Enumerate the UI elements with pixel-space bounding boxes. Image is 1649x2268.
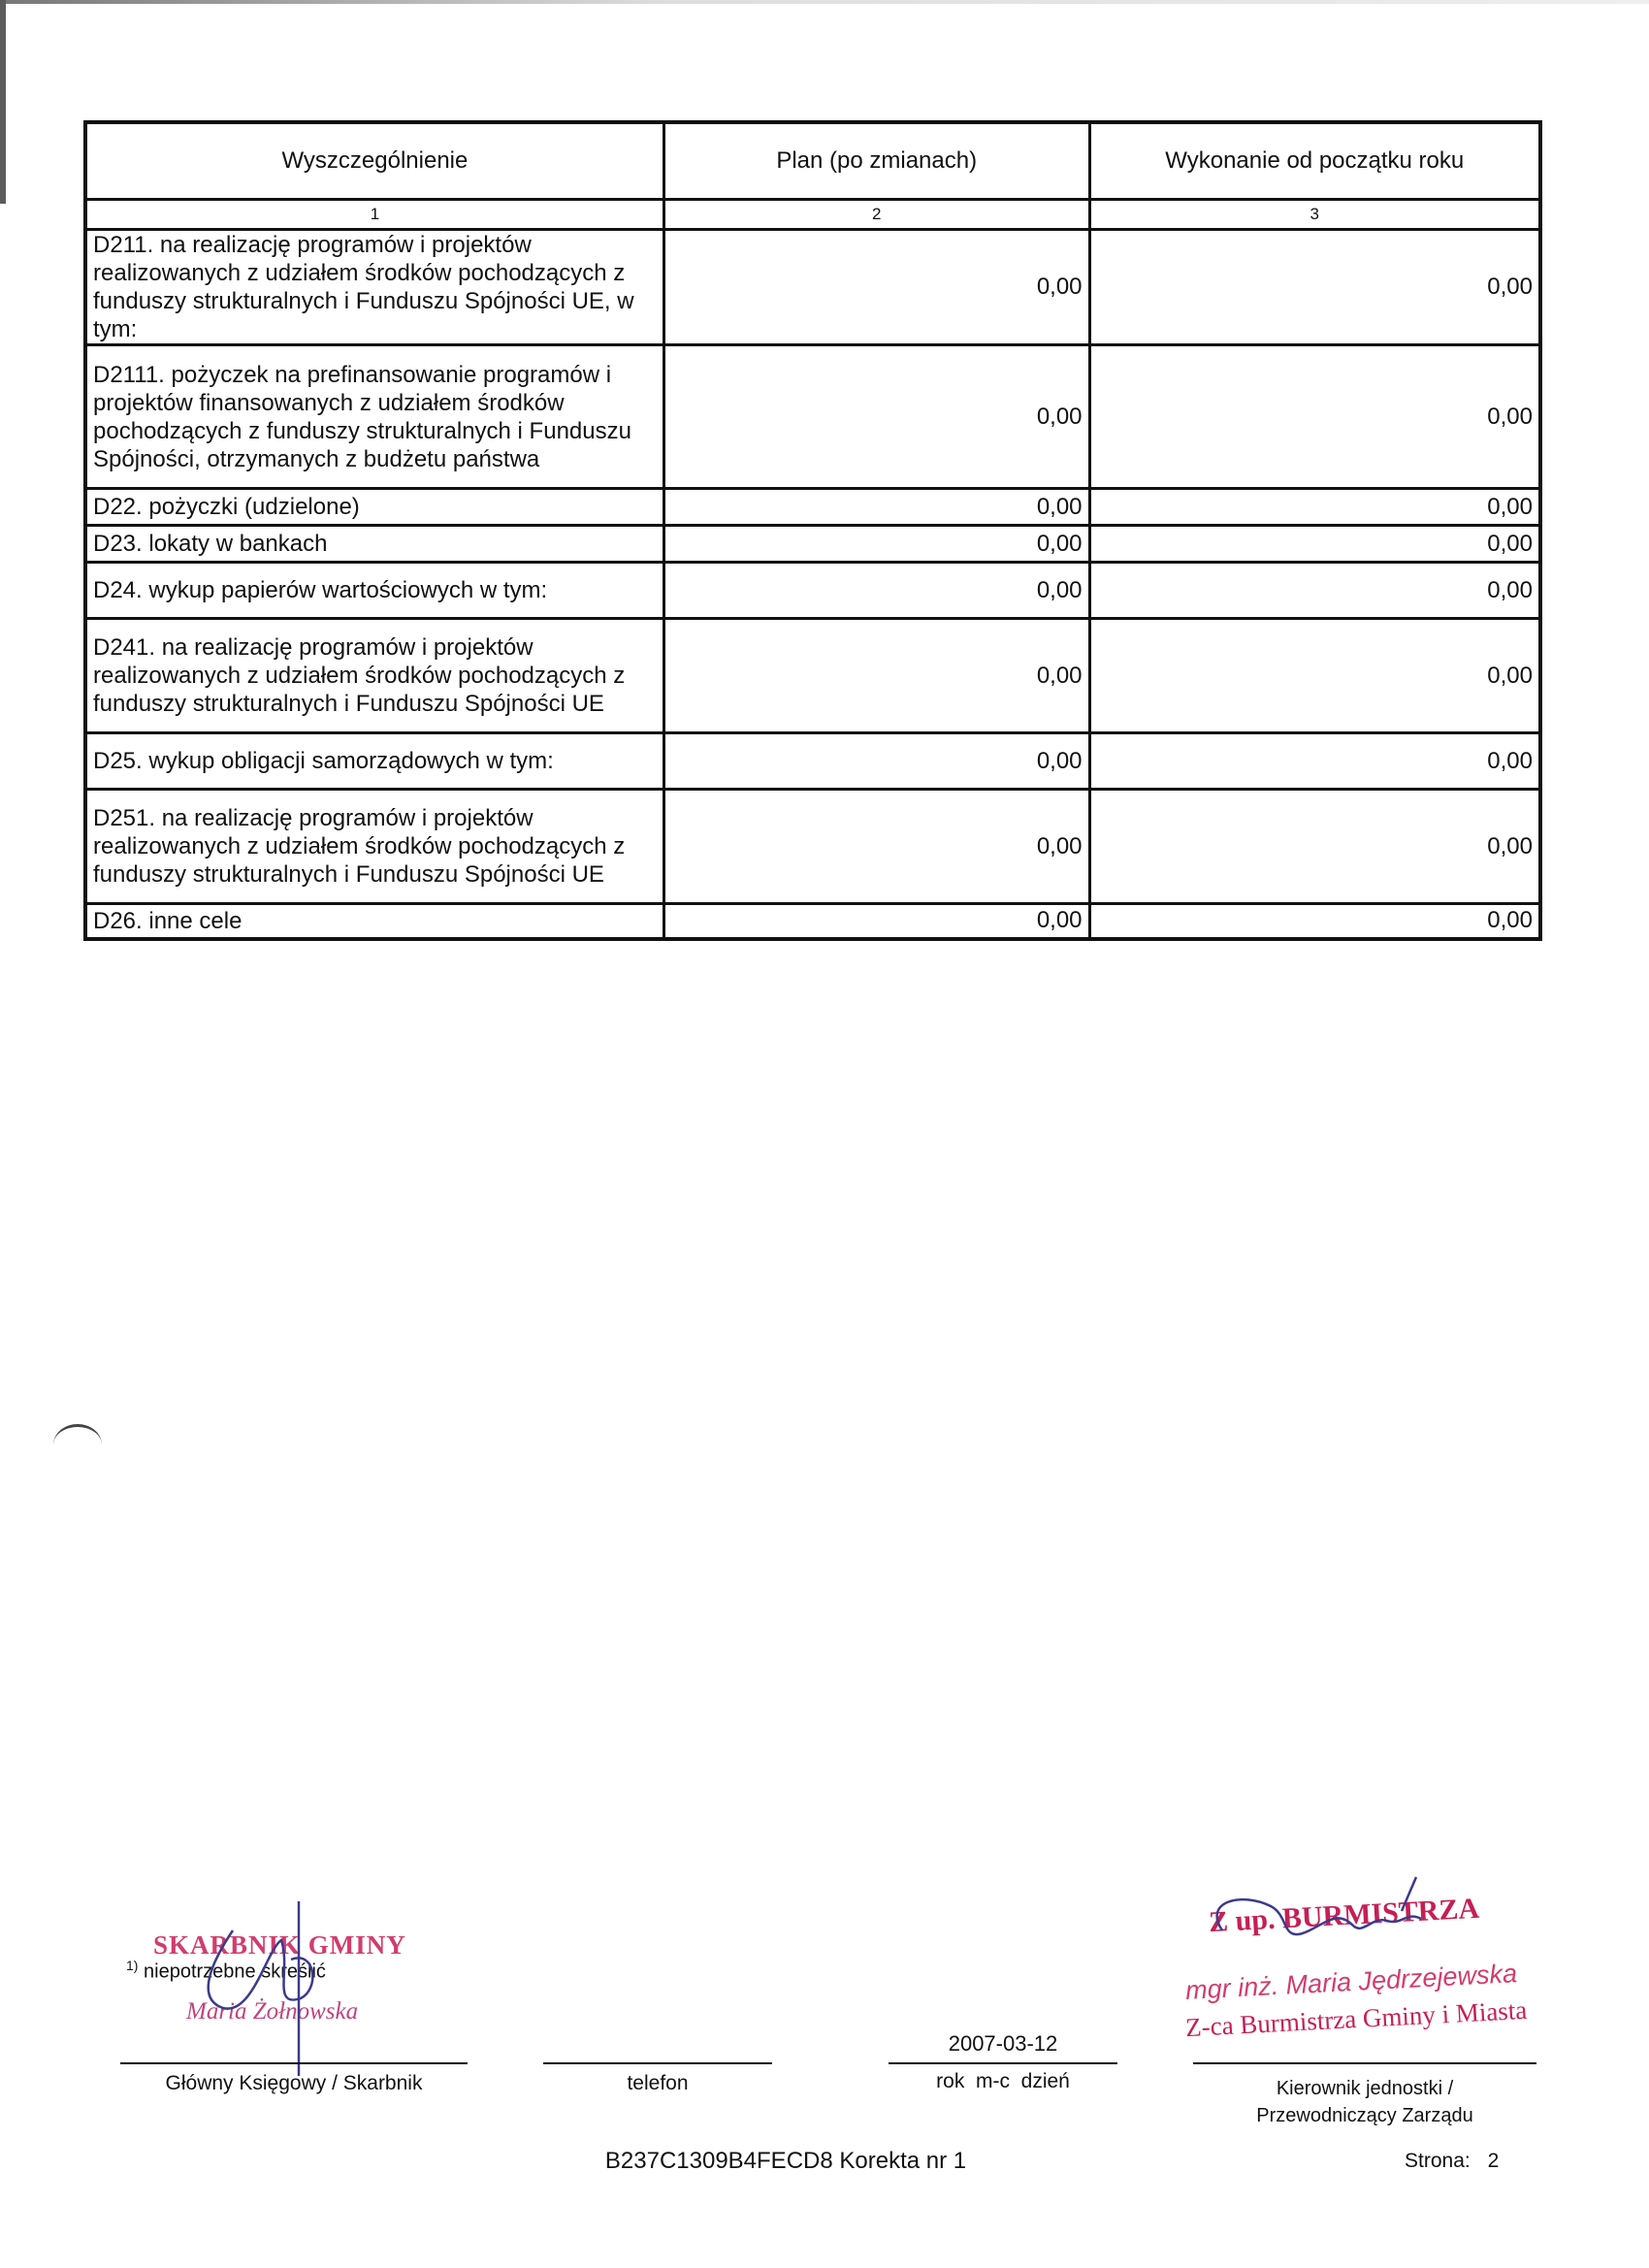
stamp-treasurer-title: SKARBNIK GMINY: [153, 1930, 406, 1960]
phone-line: [543, 2062, 772, 2064]
row-plan-value: 0,00: [663, 733, 1089, 790]
row-plan-value: 0,00: [663, 619, 1089, 733]
row-label: D22. pożyczki (udzielone): [85, 489, 663, 526]
row-plan-value: 0,00: [663, 526, 1089, 563]
head-label-line2: Przewodniczący Zarządu: [1256, 2105, 1473, 2126]
page-number: 2: [1487, 2150, 1500, 2172]
scan-top-edge: [0, 0, 1649, 4]
column-number-2: 2: [663, 200, 1089, 230]
row-execution-value: 0,00: [1089, 345, 1540, 489]
scan-left-edge: [0, 0, 6, 204]
row-plan-value: 0,00: [663, 489, 1089, 526]
row-execution-value: 0,00: [1089, 733, 1540, 790]
row-plan-value: 0,00: [663, 790, 1089, 904]
row-label: D241. na realizację programów i projektów realizowanych z udziałem środków pochodzących z funduszy strukturalnych i Funduszu Spójności UE: [85, 619, 663, 733]
table-row: [85, 733, 1540, 790]
row-plan-value: 0,00: [663, 230, 1089, 345]
row-execution-value: 0,00: [1089, 230, 1540, 345]
page-label: Strona:: [1405, 2150, 1471, 2172]
row-plan-value: 0,00: [663, 904, 1089, 939]
stamp-deputy-role: Z-ca Burmistrza Gminy i Miasta: [1184, 1994, 1528, 2043]
accountant-label: Główny Księgowy / Skarbnik: [165, 2072, 423, 2094]
head-label-line1: Kierownik jednostki /: [1276, 2078, 1454, 2099]
stamp-mayor-title: Z up. BURMISTRZA: [1208, 1892, 1480, 1939]
table-row: [85, 563, 1540, 619]
table-row: [85, 619, 1540, 733]
row-label: D211. na realizację programów i projektów realizowanych z udziałem środków pochodzących z funduszy strukturalnych i Funduszu Spójności UE, w tym:: [85, 230, 663, 345]
column-number-3: 3: [1089, 200, 1540, 230]
footnote-text: niepotrzebne skreślić: [144, 1960, 326, 1983]
treasurer-signature: [175, 1892, 349, 2086]
row-label: D23. lokaty w bankach: [85, 526, 663, 563]
row-label: D25. wykup obligacji samorządowych w tym:: [85, 733, 663, 790]
table-row: [85, 230, 1540, 345]
document-code: B237C1309B4FECD8 Korekta nr 1: [604, 2148, 967, 2174]
row-execution-value: 0,00: [1089, 526, 1540, 563]
stamp-deputy-name: mgr inż. Maria Jędrzejewska: [1184, 1959, 1518, 2005]
date-line: [889, 2062, 1117, 2064]
phone-label: telefon: [627, 2072, 689, 2094]
row-execution-value: 0,00: [1089, 790, 1540, 904]
row-execution-value: 0,00: [1089, 619, 1540, 733]
column-number-1: 1: [85, 200, 663, 230]
accountant-signature-line: [120, 2062, 468, 2064]
row-label: D2111. pożyczek na prefinansowanie programów i projektów finansowanych z udziałem środków pochodzących z funduszy strukturalnych i Funduszu Spójności, otrzymanych z budżetu państwa: [85, 345, 663, 489]
report-table: [83, 120, 1542, 941]
header-row: [85, 122, 1540, 200]
table-row: [85, 790, 1540, 904]
row-execution-value: 0,00: [1089, 489, 1540, 526]
table-row: [85, 345, 1540, 489]
date-value: 2007-03-12: [948, 2031, 1058, 2056]
row-label: D251. na realizację programów i projektów realizowanych z udziałem środków pochodzących z funduszy strukturalnych i Funduszu Spójności UE: [85, 790, 663, 904]
row-plan-value: 0,00: [663, 345, 1089, 489]
column-number-row: [85, 200, 1540, 230]
row-execution-value: 0,00: [1089, 563, 1540, 619]
punch-hole-mark: [53, 1424, 102, 1466]
row-label: D24. wykup papierów wartościowych w tym:: [85, 563, 663, 619]
head-signature-line: [1193, 2062, 1536, 2064]
table-row: [85, 904, 1540, 939]
stamp-treasurer-name: Maria Żołnowska: [186, 1998, 359, 2025]
table-row: [85, 526, 1540, 563]
deputy-signature: [1183, 1872, 1474, 1979]
header-cell-description: Wyszczególnienie: [85, 122, 663, 200]
footnote-marker: 1): [126, 1958, 139, 1973]
row-execution-value: 0,00: [1089, 904, 1540, 939]
header-cell-execution: Wykonanie od początku roku: [1089, 122, 1540, 200]
page-indicator: [1405, 2150, 1499, 2173]
report-table-body: [85, 122, 1540, 939]
table-row: [85, 489, 1540, 526]
date-label: rok m-c dzień: [936, 2070, 1070, 2092]
header-cell-plan: Plan (po zmianach): [663, 122, 1089, 200]
row-plan-value: 0,00: [663, 563, 1089, 619]
row-label: D26. inne cele: [85, 904, 663, 939]
